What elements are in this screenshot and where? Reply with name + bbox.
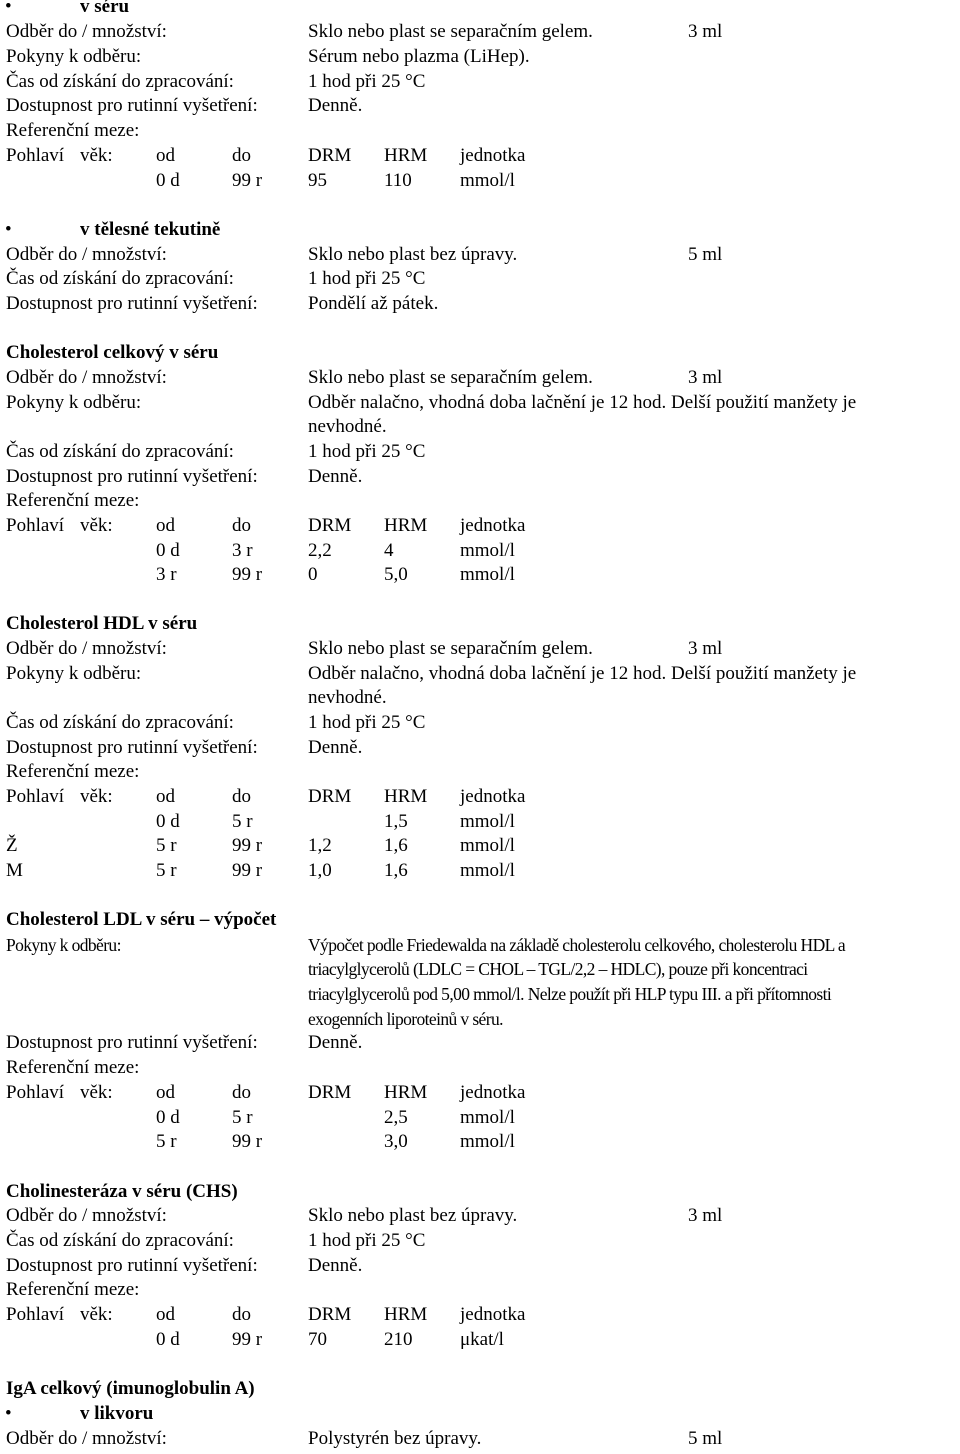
ref-cell: 5 r [232,811,253,832]
ref-cell: mmol/l [460,564,515,585]
ref-cell: 5 r [156,860,177,881]
value-odber: Sklo nebo plast bez úpravy. [308,244,518,265]
label-cas: Čas od získání do zpracování: [6,71,234,92]
value-odber: Sklo nebo plast se separačním gelem. [308,367,593,388]
ref-cell: 3 r [156,564,177,585]
ref-cell: 210 [384,1329,413,1350]
value-odber: Polystyrén bez úpravy. [308,1428,482,1449]
label-dostupnost: Dostupnost pro rutinní vyšetření: [6,1032,258,1053]
instruction-line: triacylglycerolů pod 5,00 mmol/l. Nelze použít při HLP typu III. a při přítomnosti [308,984,832,1004]
ref-header-do: do [232,786,251,807]
ref-cell: 99 r [232,1329,263,1350]
ref-cell: 0 d [156,1107,180,1128]
label-dostupnost: Dostupnost pro rutinní vyšetření: [6,293,258,314]
label-referencni-meze: Referenční meze: [6,490,140,511]
ref-cell: 99 r [232,835,263,856]
ref-header-hrm: HRM [384,786,428,807]
ref-cell: mmol/l [460,811,515,832]
instruction-line: Výpočet podle Friedewalda na základě cholesterolu celkového, cholesterolu HDL a [308,935,846,955]
label-referencni-meze: Referenční meze: [6,1057,140,1078]
ref-header-pohlavi: Pohlaví [6,1304,65,1325]
ref-cell: mmol/l [460,860,515,881]
label-cas: Čas od získání do zpracování: [6,441,234,462]
ref-header-drm: DRM [308,515,352,536]
bullet-heading-v-likvoru: • v likvoru [80,1403,153,1425]
ref-header-drm: DRM [308,1082,352,1103]
label-dostupnost: Dostupnost pro rutinní vyšetření: [6,737,258,758]
ref-header-od: od [156,1082,175,1103]
value-dostupnost: Denně. [308,466,363,487]
ref-header-do: do [232,515,251,536]
ref-header-od: od [156,515,175,536]
value-dostupnost: Denně. [308,1032,363,1053]
ref-header-hrm: HRM [384,145,428,166]
ref-header-od: od [156,1304,175,1325]
value-pokyny-continued: nevhodné. [308,416,387,437]
ref-header-pohlavi: Pohlaví [6,786,65,807]
value-odber: Sklo nebo plast bez úpravy. [308,1205,518,1226]
value-quantity: 3 ml [688,367,723,388]
ref-cell: 4 [384,540,394,561]
value-dostupnost: Denně. [308,95,363,116]
value-quantity: 5 ml [688,1428,723,1449]
label-odber: Odběr do / množství: [6,638,167,659]
ref-cell: μkat/l [460,1329,504,1350]
ref-cell: 0 d [156,811,180,832]
section-heading-cholinesteraza: Cholinesteráza v séru (CHS) [6,1181,238,1202]
label-dostupnost: Dostupnost pro rutinní vyšetření: [6,1255,258,1276]
value-quantity: 3 ml [688,638,723,659]
ref-header-pohlavi: Pohlaví [6,515,65,536]
ref-cell: 1,6 [384,835,408,856]
ref-cell: 1,2 [308,835,332,856]
label-pokyny: Pokyny k odběru: [6,392,142,413]
ref-cell: 0 d [156,1329,180,1350]
label-cas: Čas od získání do zpracování: [6,268,234,289]
ref-header-vek: věk: [80,1304,113,1325]
ref-cell: 95 [308,170,327,191]
value-pokyny-continued: nevhodné. [308,687,387,708]
value-cas: 1 hod při 25 °C [308,441,426,462]
value-quantity: 5 ml [688,244,723,265]
ref-cell: 99 r [232,860,263,881]
value-odber: Sklo nebo plast se separačním gelem. [308,21,593,42]
ref-cell: 3 r [232,540,253,561]
value-cas: 1 hod při 25 °C [308,71,426,92]
ref-cell: mmol/l [460,1107,515,1128]
ref-cell: 99 r [232,1131,263,1152]
value-dostupnost: Pondělí až pátek. [308,293,439,314]
ref-header-od: od [156,145,175,166]
ref-cell: mmol/l [460,170,515,191]
ref-cell: 2,2 [308,540,332,561]
ref-cell: 5,0 [384,564,408,585]
ref-header-vek: věk: [80,515,113,536]
label-pokyny: Pokyny k odběru: [6,46,142,67]
value-cas: 1 hod při 25 °C [308,1230,426,1251]
ref-cell: 110 [384,170,412,191]
value-quantity: 3 ml [688,1205,723,1226]
ref-cell: mmol/l [460,540,515,561]
label-referencni-meze: Referenční meze: [6,120,140,141]
ref-cell: 3,0 [384,1131,408,1152]
ref-header-drm: DRM [308,145,352,166]
value-cas: 1 hod při 25 °C [308,712,426,733]
label-dostupnost: Dostupnost pro rutinní vyšetření: [6,466,258,487]
ref-cell: 0 d [156,170,180,191]
ref-cell: 5 r [156,835,177,856]
label-cas: Čas od získání do zpracování: [6,712,234,733]
label-cas: Čas od získání do zpracování: [6,1230,234,1251]
value-pokyny: Odběr nalačno, vhodná doba lačnění je 12 hod. Delší použití manžety je [308,663,857,684]
ref-header-hrm: HRM [384,1082,428,1103]
label-odber: Odběr do / množství: [6,21,167,42]
section-heading-iga-celkovy: IgA celkový (imunoglobulin A) [6,1378,255,1399]
bullet-heading-v-seru: • v séru [80,0,129,18]
section-heading-cholesterol-ldl: Cholesterol LDL v séru – výpočet [6,909,277,930]
ref-cell-sex: M [6,860,23,881]
ref-header-jednotka: jednotka [460,786,526,807]
label-odber: Odběr do / množství: [6,1205,167,1226]
ref-cell-sex: Ž [6,835,18,856]
ref-header-do: do [232,1304,251,1325]
ref-header-do: do [232,145,251,166]
section-heading-cholesterol-celkovy: Cholesterol celkový v séru [6,342,219,363]
ref-header-jednotka: jednotka [460,515,526,536]
value-pokyny: Odběr nalačno, vhodná doba lačnění je 12 hod. Delší použití manžety je [308,392,857,413]
ref-cell: 1,0 [308,860,332,881]
ref-cell: 1,5 [384,811,408,832]
label-dostupnost: Dostupnost pro rutinní vyšetření: [6,95,258,116]
ref-cell: 5 r [156,1131,177,1152]
ref-cell: mmol/l [460,835,515,856]
ref-header-drm: DRM [308,1304,352,1325]
ref-header-vek: věk: [80,786,113,807]
ref-cell: mmol/l [460,1131,515,1152]
section-heading-cholesterol-hdl: Cholesterol HDL v séru [6,613,198,634]
value-dostupnost: Denně. [308,1255,363,1276]
ref-header-jednotka: jednotka [460,1082,526,1103]
ref-cell: 2,5 [384,1107,408,1128]
label-pokyny: Pokyny k odběru: [6,935,121,955]
value-dostupnost: Denně. [308,737,363,758]
value-quantity: 3 ml [688,21,723,42]
ref-header-pohlavi: Pohlaví [6,145,65,166]
label-odber: Odběr do / množství: [6,244,167,265]
ref-header-hrm: HRM [384,1304,428,1325]
ref-header-vek: věk: [80,1082,113,1103]
label-odber: Odběr do / množství: [6,1428,167,1449]
instruction-line: exogenních liporoteinů v séru. [308,1009,503,1029]
ref-cell: 1,6 [384,860,408,881]
ref-cell: 99 r [232,170,263,191]
ref-header-pohlavi: Pohlaví [6,1082,65,1103]
ref-header-od: od [156,786,175,807]
label-pokyny: Pokyny k odběru: [6,663,142,684]
ref-header-jednotka: jednotka [460,145,526,166]
value-pokyny: Sérum nebo plazma (LiHep). [308,46,530,67]
ref-cell: 99 r [232,564,263,585]
ref-cell: 0 d [156,540,180,561]
ref-cell: 0 [308,564,318,585]
ref-header-drm: DRM [308,786,352,807]
ref-cell: 70 [308,1329,327,1350]
ref-header-vek: věk: [80,145,113,166]
label-referencni-meze: Referenční meze: [6,761,140,782]
label-referencni-meze: Referenční meze: [6,1279,140,1300]
ref-header-do: do [232,1082,251,1103]
ref-cell: 5 r [232,1107,253,1128]
ref-header-jednotka: jednotka [460,1304,526,1325]
value-odber: Sklo nebo plast se separačním gelem. [308,638,593,659]
bullet-heading-v-telesne-tekutine: • v tělesné tekutině [80,219,220,241]
label-odber: Odběr do / množství: [6,367,167,388]
instruction-line: triacylglycerolů (LDLC = CHOL – TGL/2,2 – HDLC), pouze při koncentraci [308,959,808,979]
ref-header-hrm: HRM [384,515,428,536]
value-cas: 1 hod při 25 °C [308,268,426,289]
